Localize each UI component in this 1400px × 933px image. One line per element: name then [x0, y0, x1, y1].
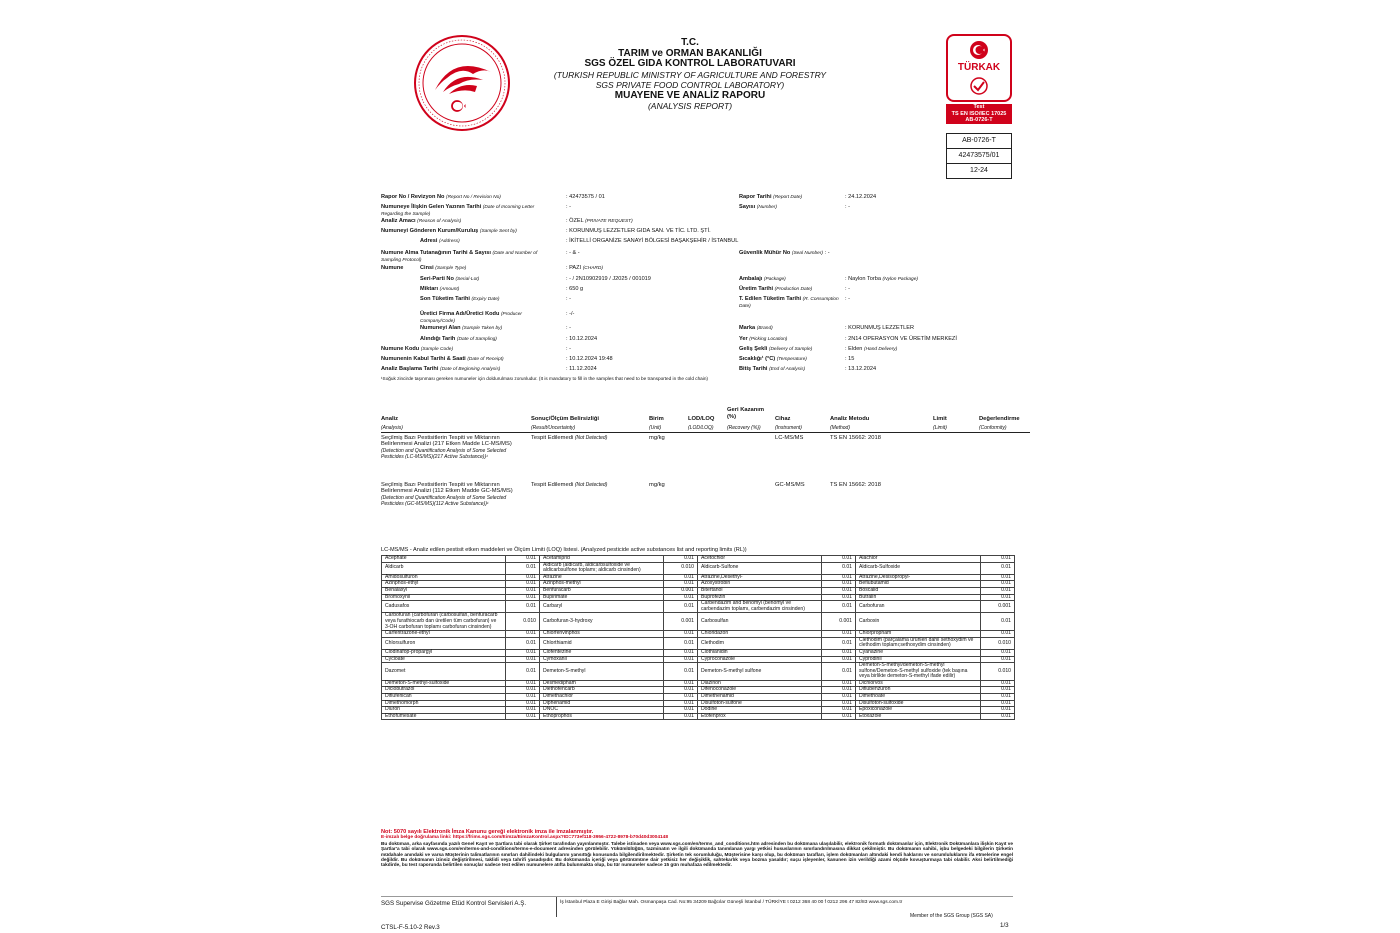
substance-name: Carfentrazone-ethyl — [382, 631, 506, 638]
loq-value: 0.01 — [664, 656, 698, 663]
badge-code: AB-0726-T — [965, 117, 993, 123]
substance-name: Beflubutamid — [856, 581, 981, 588]
substance-name: Demeton-S-methyl — [540, 663, 664, 681]
loq-value: 0.01 — [664, 574, 698, 581]
substance-name: Cyanazine — [856, 649, 981, 656]
substance-name: Dazomet — [382, 663, 506, 681]
substance-name: Chlorthiamid — [540, 637, 664, 649]
loq-value: 0.01 — [664, 663, 698, 681]
legal-text: Bu doküman, arka sayfasında yazılı Genel Kayıt ve Şartlara tabi olarak Şirket tarafından yayınlanmıştır. Talebe istinaden veya www.sgs.com/en/terms_and_conditions.htm adresinden bu dokümana ulaşılabilir, elektronik formatlı dokümanlar için, Elektronik Dokümanlara ilişkin Kayıt ve Şartlar'a tabi olarak www.sgs.com/en/terms-and-conditions/terms-e-document adresinden görülebilir. Yükümlülüğün, tazminatın ve ilgili dokümanda tanımlanan yargı yetkisi hususlarının sınırlandırılmasına dikkat çekilmiştir. Bu dokümanın sahibi, işbu belgedeki bilgilerin Şirketin müdahale anındaki ve varsa Müşterinin talimatlarının sınırları dahilindeki bulgularını yansıttığı konusunda bilgilendirilmektedir. Şirketin tek sorumluluğu, Müşterisine karşı olup, bu doküman tarafları, işlem dokümanları altındaki kendi haklarını ve sorumluluklarını ifa etmelerine engel değildir. Bu dokümanın izinsiz değiştirilmesi, taklidi veya tahrifi yasadışıdır. Bu dokümanda içeriği veya görünümüne dair yetkisiz her değişiklik, sahtekarlık veya bozma yasaldır; suçu işleyenler, kanunen izin verildiği azami ölçüde kovuşturmaya tabi olabilir. Aksi belirtilmediği takdirde, bu test raporunda belirtilen sonuçlar sadece test edilen numunelere atıfta bulunmakta olup, bu tür numuneler sadece 15 gün muhafaza edilmektedir. — [381, 840, 1013, 868]
loq-value: 0.01 — [822, 694, 856, 701]
substance-name: Clofentezine — [540, 649, 664, 656]
substance-name: Bupirimate — [540, 594, 664, 601]
loq-value: 0.01 — [981, 649, 1015, 656]
loq-value: 0.01 — [506, 587, 540, 594]
loq-value: 0.01 — [981, 581, 1015, 588]
loq-value: 0.001 — [822, 613, 856, 631]
lot-value: - / 2N10902919 / J2025 / 001019 — [569, 276, 651, 282]
loq-value: 0.01 — [506, 574, 540, 581]
loq-value: 0.010 — [981, 663, 1015, 681]
sample-label: Numune — [381, 265, 404, 271]
loq-value: 0.01 — [506, 694, 540, 701]
col-lodloq: LOD/LOQ — [688, 416, 715, 422]
substance-name: Cyprodinil — [856, 656, 981, 663]
substance-name: Clethodim (parçalama ürünleri dahil sethoxydim ve clethodim toplamı;sethoxydim cinsinden) — [856, 637, 981, 649]
loq-value: 0.01 — [506, 680, 540, 687]
loq-value: 0.01 — [506, 562, 540, 574]
header-lab: SGS ÖZEL GIDA KONTROL LABORATUVARI — [584, 58, 796, 69]
loq-value: 0.01 — [664, 601, 698, 613]
turkak-emblem-icon — [969, 40, 989, 60]
sgs-member-note: Member of the SGS Group (SGS SA) — [910, 913, 993, 919]
sampling-date-label: Alındığı Tarih — [420, 336, 456, 342]
substance-name: Dimethoate — [856, 694, 981, 701]
loq-value: 0.01 — [506, 663, 540, 681]
limit-row — [382, 687, 1015, 694]
location-label: Yer — [739, 336, 748, 342]
substance-name: Dimethachlor — [540, 694, 664, 701]
footer-divider — [381, 896, 1013, 897]
substance-name: Cadusafos — [382, 601, 506, 613]
results-table: Analiz (Analysis) Sonuç/Ölçüm Belirsizliği (Result/Uncertainty) Birim (Unit) LOD/LOQ (LOD/LOQ) Geri Kazanım (%) (Recovery (%)) Cihaz (Instrument) Analiz Metodu (Method) Limit (Limit) Değerlendirme (Conformity) Seçilmiş Bazı Pestisitlerin Tespiti ve Miktarının Belirlenmesi Analizi (217 Etken Madde LC-MS/MS) (Detection and Quantification Analysis of Some Selected Pesticides (LC-MS/MS)(217 Active Substance))¹ Tespit Edilemedi (Not Detected) mg/kg LC-MS/MS TS EN 15662: 2018 Seçilmiş Bazı Pestisitlerin Tespiti ve Miktarının Belirlenmesi Analizi (112 Etken Madde GC-MS/MS) (Detection and Quantification Analysis of Some Selected Pesticides (GC-MS/MS)(112 Active Substance))¹ Tespit Edilemedi (Not Detected) mg/kg GC-MS/MS TS EN 15662: 2018 — [381, 415, 1031, 525]
substance-name: Ethofumesate — [382, 713, 506, 720]
accreditation-code-box — [946, 133, 1012, 179]
limit-row — [382, 581, 1015, 588]
loq-value: 0.01 — [664, 631, 698, 638]
header-divider — [381, 432, 1030, 433]
brand-label: Marka — [739, 325, 756, 331]
limit-row — [382, 594, 1015, 601]
substance-name: Desmedipham — [540, 680, 664, 687]
loq-value: 0.01 — [822, 663, 856, 681]
loq-value: 0.01 — [506, 687, 540, 694]
letter-date-label: Numuneye İlişkin Gelen Yazının Tarihi — [381, 204, 482, 210]
substance-name: Chlorpropham — [856, 631, 981, 638]
sampling-protocol-value: - & - — [569, 250, 580, 256]
receipt-label: Numunenin Kabul Tarihi & Saati — [381, 356, 466, 362]
header-ministry: TARIM ve ORMAN BAKANLIĞI — [618, 47, 762, 59]
production-date-label: Üretim Tarihi — [739, 286, 774, 292]
seal-label: Güvenlik Mühür No — [739, 250, 791, 256]
col-recovery: Geri Kazanım (%) — [727, 407, 765, 420]
analysis-end-label: Bitiş Tarihi — [739, 366, 768, 372]
limit-row — [382, 694, 1015, 701]
loq-value: 0.01 — [981, 631, 1015, 638]
check-icon — [969, 76, 989, 96]
receipt-value: 10.12.2024 19:48 — [569, 356, 613, 362]
sample-code-value: - — [569, 346, 571, 352]
loq-value: 0.01 — [664, 637, 698, 649]
reason-label: Analiz Amacı — [381, 218, 416, 224]
loq-value: 0.01 — [981, 680, 1015, 687]
number-label: Sayısı — [739, 204, 756, 210]
loq-value: 0.01 — [664, 649, 698, 656]
limit-row — [382, 562, 1015, 574]
temperature-label: Sıcaklığı¹ (°C) — [739, 356, 776, 362]
substance-name: Azinphos-methyl — [540, 581, 664, 588]
substance-name: Clethodim — [698, 637, 822, 649]
loq-value: 0.01 — [822, 700, 856, 707]
letter-date-value: - — [569, 204, 571, 210]
substance-name: Cycloate — [382, 656, 506, 663]
substance-name: Benalaxyl — [382, 587, 506, 594]
date-code: 12-24 — [970, 167, 988, 174]
limit-row — [382, 574, 1015, 581]
substance-name: Demeton-S-methyl-sulfoxide — [382, 680, 506, 687]
loq-value: 0.01 — [664, 687, 698, 694]
limit-row — [382, 680, 1015, 687]
header-lab-en: SGS PRIVATE FOOD CONTROL LABORATORY) — [595, 80, 785, 90]
substance-name: DNOC — [540, 707, 664, 714]
substance-name: Clodinafop-propargyl — [382, 649, 506, 656]
substance-name: Diflufenican — [382, 694, 506, 701]
loq-value: 0.01 — [664, 581, 698, 588]
analysis-start-label: Analiz Başlama Tarihi — [381, 366, 439, 372]
substance-name: Acephate — [382, 556, 506, 563]
substance-name: Aldicarb-Sulfoxide — [856, 562, 981, 574]
loq-value: 0.001 — [664, 587, 698, 594]
substance-name: Dodine — [698, 707, 822, 714]
loq-value: 0.01 — [506, 594, 540, 601]
substance-name: Disulfoton-sulfoxide — [856, 700, 981, 707]
loq-value: 0.01 — [981, 713, 1015, 720]
report-title-en: (ANALYSIS REPORT) — [647, 101, 733, 111]
delivery-value: Elden — [848, 346, 863, 352]
loq-value: 0.01 — [664, 680, 698, 687]
report-date-value: 24.12.2024 — [848, 194, 877, 200]
taken-by-label: Numuneyi Alan — [420, 325, 461, 331]
substance-name: Difenoconazole — [698, 687, 822, 694]
loq-value: 0.01 — [822, 656, 856, 663]
substance-name: Aldicarb (aldicarb, aldicarbsulfoxide ve aldicarbsulfone toplamı; aldicarb cinsinden) — [540, 562, 664, 574]
substance-name: Acetamiprid — [540, 556, 664, 563]
loq-value: 0.01 — [822, 556, 856, 563]
report-title: MUAYENE VE ANALİZ RAPORU — [614, 89, 766, 101]
loq-value: 0.01 — [981, 694, 1015, 701]
loq-value: 0.01 — [981, 556, 1015, 563]
loq-value: 0.01 — [822, 680, 856, 687]
substance-name: Chlorsulfuron — [382, 637, 506, 649]
substance-name: Etofenprox — [698, 713, 822, 720]
analysis-start-value: 11.12.2024 — [569, 366, 597, 372]
loq-value: 0.01 — [506, 649, 540, 656]
expiry-value: - — [569, 296, 571, 302]
substance-name: Epoxiconazole — [856, 707, 981, 714]
cold-chain-note: ¹Soğuk zincirde taşınması gereken numuneler için doldurulması zorunludur. (It is mandatory to fill in the samples that need to be transported in the cold chain) — [381, 376, 708, 381]
sender-value: KORUNMUŞ LEZZETLER GIDA SAN. VE TİC. LTD. ŞTİ. — [569, 228, 711, 234]
loq-value: 0.01 — [981, 587, 1015, 594]
substance-name: Azoxystrobin — [698, 581, 822, 588]
limit-row — [382, 637, 1015, 649]
limit-row — [382, 707, 1015, 714]
consumption-date-value: - — [848, 296, 850, 302]
substance-name: Chlorfenvinphos — [540, 631, 664, 638]
brand-value: KORUNMUŞ LEZZETLER — [848, 325, 914, 331]
producer-value: -/- — [569, 311, 575, 317]
address-label: Adresi — [420, 238, 438, 244]
limit-row — [382, 587, 1015, 594]
sample-code-label: Numune Kodu — [381, 346, 420, 352]
col-limit: Limit — [933, 416, 947, 422]
substance-name: Demeton-S-methyl/demeton-S-methyl sulfone/Demeton-S-methyl sulfoxide (tek başına veya birlikte demeton-S-methyl ifade edilir) — [856, 663, 981, 681]
reason-value: ÖZEL — [569, 218, 584, 224]
substance-name: Carbaryl — [540, 601, 664, 613]
loq-value: 0.01 — [506, 601, 540, 613]
substance-name: Clothianidin — [698, 649, 822, 656]
type-label: Cinsi — [420, 265, 434, 271]
amount-label: Miktarı — [420, 286, 439, 292]
lot-label: Seri-Parti No — [420, 276, 454, 282]
loq-value: 0.01 — [664, 707, 698, 714]
delivery-label: Geliş Şekli — [739, 346, 768, 352]
substance-name: Diethofencarb — [540, 687, 664, 694]
company-address: İş İstanbul Plaza E Girişi Bağlar Mah. Osmanpaşa Cad. No:95 34209 Bağcılar Güneşli İstanbul / TÜRKİYE t 0212 368 40 00 f 0212 296 47 82/83 www.sgs.com.tr — [560, 900, 903, 905]
turkak-brand: TÜRKAK — [957, 62, 1001, 73]
col-analysis: Analiz — [381, 416, 399, 422]
legal-footer — [381, 830, 1013, 868]
substance-name: Acetochlor — [698, 556, 822, 563]
loq-value: 0.01 — [981, 613, 1015, 631]
limits-caption: LC-MS/MS - Analiz edilen pestisit etken maddeleri ve Ölçüm Limiti (LOQ) listesi. (Analyzed pesticide active substances list and reporting limits (RL)) — [381, 547, 747, 553]
substance-name: Ethoprophos — [540, 713, 664, 720]
temperature-value: 15 — [848, 356, 855, 362]
loq-value: 0.01 — [981, 687, 1015, 694]
loq-value: 0.01 — [822, 687, 856, 694]
amount-value: 650 g — [569, 286, 584, 292]
substance-name: Disulfoton-sulfone — [698, 700, 822, 707]
loq-value: 0.01 — [506, 656, 540, 663]
loq-value: 0.01 — [822, 707, 856, 714]
substance-name: Chloridazon — [698, 631, 822, 638]
sampling-date-value: 10.12.2024 — [569, 336, 598, 342]
substance-name: Dimethomorph — [382, 700, 506, 707]
loq-value: 0.01 — [664, 700, 698, 707]
substance-name: Azinphos-ethyl — [382, 581, 506, 588]
substance-name: Diazinon — [698, 680, 822, 687]
col-instrument: Cihaz — [775, 416, 791, 422]
loq-value: 0.01 — [664, 594, 698, 601]
substance-name: Carboxin — [856, 613, 981, 631]
loq-value: 0.01 — [506, 556, 540, 563]
substance-name: Atrazine,Desethyl- — [698, 574, 822, 581]
taken-by-value: - — [569, 325, 571, 331]
substance-name: Amidosulfuron — [382, 574, 506, 581]
substance-name: Boscalid — [856, 587, 981, 594]
type-value: PAZI — [569, 265, 582, 271]
esign-link[interactable]: E-imzalı belge doğrulama linki: https://frims.sgs.com/Eimza/EimzaKontrol.aspx?ID=773ef118-3956-4722-8978-b70d40d3004148 — [381, 835, 668, 841]
badge-test: Test — [973, 104, 985, 110]
loq-value: 0.01 — [822, 601, 856, 613]
loq-value: 0.01 — [981, 656, 1015, 663]
loq-value: 0.01 — [822, 637, 856, 649]
sender-label: Numuneyi Gönderen Kurum/Kuruluş — [381, 228, 479, 234]
esign-note: Not: 5070 sayılı Elektronik İmza Kanunu gereği elektronik imza ile imzalanmıştır. — [381, 829, 594, 835]
substance-name: Aldicarb — [382, 562, 506, 574]
loq-value: 0.01 — [822, 562, 856, 574]
loq-value: 0.01 — [506, 581, 540, 588]
limit-row — [382, 556, 1015, 563]
analysis-end-value: 13.12.2024 — [848, 366, 877, 372]
loq-value: 0.01 — [506, 700, 540, 707]
substance-name: Buprofezin — [698, 594, 822, 601]
loq-value: 0.01 — [664, 713, 698, 720]
loq-value: 0.001 — [664, 613, 698, 631]
col-conformity: Değerlendirme — [979, 416, 1020, 422]
limit-row — [382, 601, 1015, 613]
footer-separator — [556, 897, 557, 917]
substance-name: Cymoxanil — [540, 656, 664, 663]
loq-value: 0.01 — [822, 713, 856, 720]
loq-value: 0.01 — [981, 700, 1015, 707]
loq-value: 0.01 — [664, 694, 698, 701]
loq-value: 0.01 — [981, 594, 1015, 601]
loq-value: 0.01 — [664, 556, 698, 563]
substance-name: Demeton-S-methyl sulfone — [698, 663, 822, 681]
limit-row — [382, 663, 1015, 681]
expiry-label: Son Tüketim Tarihi — [420, 296, 470, 302]
loq-value: 0.01 — [506, 707, 540, 714]
substance-name: Etoxazole — [856, 713, 981, 720]
badge-standard: TS EN ISO/IEC 17025 — [951, 110, 1007, 117]
turkak-badge — [946, 34, 1012, 124]
substance-name: Diflubenzuron — [856, 687, 981, 694]
seal-value: - — [827, 250, 830, 256]
consumption-date-label: T. Edilen Tüketim Tarihi — [739, 296, 802, 302]
substance-name: Dimethenamid — [698, 694, 822, 701]
loq-value: 0.01 — [822, 574, 856, 581]
substance-name: Bromoxynil — [382, 594, 506, 601]
substance-name: Carbofuran — [856, 601, 981, 613]
loq-value: 0.01 — [506, 631, 540, 638]
loq-value: 0.01 — [981, 574, 1015, 581]
substance-name: Diuron — [382, 707, 506, 714]
report-no-label: Rapor No / Revizyon No — [381, 194, 445, 200]
loq-value: 0.01 — [822, 649, 856, 656]
loq-value: 0.01 — [981, 707, 1015, 714]
sampling-protocol-label: Numune Alma Tutanağının Tarihi & Sayısı — [381, 250, 491, 256]
loq-value: 0.01 — [822, 631, 856, 638]
substance-name: Aldicarb-Sulfone — [698, 562, 822, 574]
limit-row — [382, 700, 1015, 707]
package-value: Naylon Torba — [848, 276, 881, 282]
substance-name: Diclobutrazol — [382, 687, 506, 694]
report-number: 42473575/01 — [947, 149, 1011, 164]
report-no-value: 42473575 / 01 — [569, 194, 605, 200]
limit-row — [382, 649, 1015, 656]
loq-value: 0.01 — [506, 637, 540, 649]
page-number: 1/3 — [1000, 922, 1009, 929]
substance-name: Carbofuran (carbofuran (carbosulfan, benfuracarb veya furathiocarb dan üretilen tüm carbofuran) ve 3-OH carbofuran toplamı carbofuran cinsinden) — [382, 613, 506, 631]
substance-name: Atrazine — [540, 574, 664, 581]
loq-value: 0.010 — [981, 637, 1015, 649]
location-value: 2N14 OPERASYON VE ÜRETİM MERKEZİ — [848, 336, 957, 342]
substance-name: Carbendazim and benomyl (benomyl ve carbendazim toplamı, carbendazim cinsinden) — [698, 601, 822, 613]
substance-name: Cyproconazole — [698, 656, 822, 663]
loq-value: 0.001 — [981, 601, 1015, 613]
accreditation-number: AB-0726-T — [947, 134, 1011, 149]
loq-value: 0.01 — [822, 587, 856, 594]
substance-name: Diphenamid — [540, 700, 664, 707]
substance-name: Carbofuran-3-hydroxy — [540, 613, 664, 631]
loq-value: 0.010 — [664, 562, 698, 574]
report-header — [480, 38, 900, 112]
substance-name: Benfuracarb — [540, 587, 664, 594]
substance-name: Carbosulfan — [698, 613, 822, 631]
form-code: CTSL-F-5.10-2 Rev.3 — [381, 924, 440, 931]
loq-value: 0.010 — [506, 613, 540, 631]
substance-name: Alachlor — [856, 556, 981, 563]
header-ministry-en: (TURKISH REPUBLIC MINISTRY OF AGRICULTURE AND FORESTRY — [553, 69, 827, 80]
producer-label: Üretici Firma Adı/Üretici Kodu — [420, 311, 500, 317]
production-date-value: - — [848, 286, 850, 292]
col-method: Analiz Metodu — [830, 416, 870, 422]
substance-name: Dichlorvos — [856, 680, 981, 687]
col-unit: Birim — [649, 416, 664, 422]
loq-value: 0.01 — [506, 713, 540, 720]
loq-value: 0.01 — [822, 594, 856, 601]
limit-row — [382, 613, 1015, 631]
number-value: - — [848, 204, 850, 210]
loq-value: 0.01 — [822, 581, 856, 588]
company-name: SGS Supervise Gözetme Etüd Kontrol Servisleri A.Ş. — [381, 900, 527, 907]
substance-name: Atrazine,Desisopropyl- — [856, 574, 981, 581]
report-date-label: Rapor Tarihi — [739, 194, 772, 200]
address-value: İKİTELLİ ORGANİZE SANAYİ BÖLGESİ BAŞAKŞEHİR / İSTANBUL — [569, 238, 739, 244]
package-label: Ambalajı — [739, 276, 763, 282]
limits-table — [381, 555, 1015, 720]
substance-name: Bitertanol — [698, 587, 822, 594]
header-tc: T.C. — [681, 37, 699, 48]
substance-name: Butralin — [856, 594, 981, 601]
loq-value: 0.01 — [981, 562, 1015, 574]
limit-row — [382, 713, 1015, 720]
col-result: Sonuç/Ölçüm Belirsizliği — [531, 416, 599, 422]
